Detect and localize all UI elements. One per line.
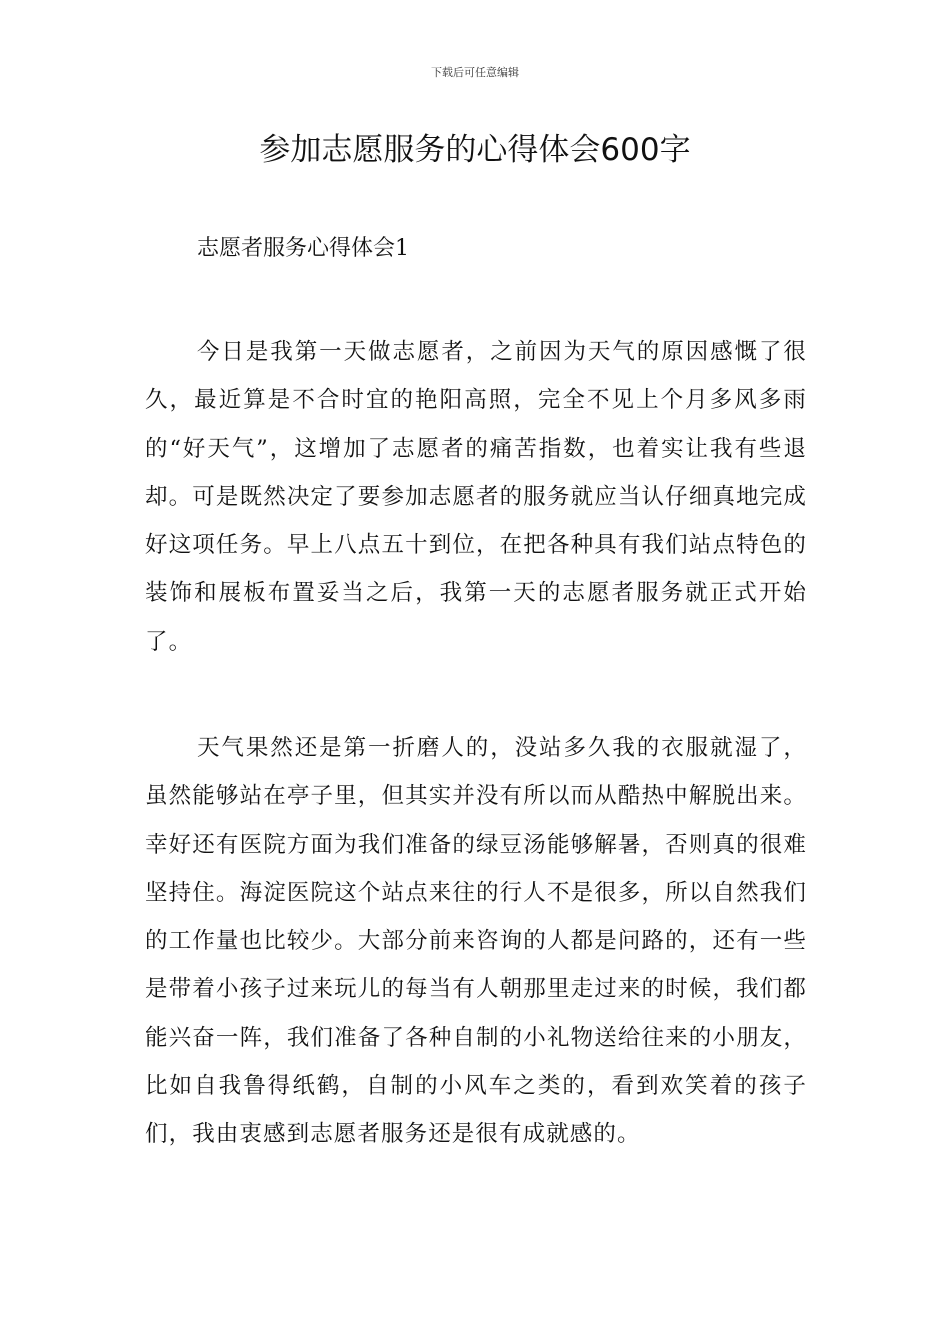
document-title: 参加志愿服务的心得体会600字: [259, 132, 691, 168]
header-note: 下载后可任意编辑: [431, 66, 519, 79]
body-paragraph-1: 今日是我第一天做志愿者，之前因为天气的原因感慨了很久，最近算是不合时宜的艳阳高照，完全不见上个月多风多雨的“好天气”，这增加了志愿者的痛苦指数，也着实让我有些退却。可是既然决定了要参加志愿者的服务就应当认仔细真地完成好这项任务。早上八点五十到位，在把各种具有我们站点特色的装饰和展板布置妥当之后，我第一天的志愿者服务就正式开始了。: [145, 339, 807, 655]
section-heading: 志愿者服务心得体会1: [197, 236, 409, 261]
body-paragraph-2: 天气果然还是第一折磨人的，没站多久我的衣服就湿了，虽然能够站在亭子里，但其实并没有所以而从酷热中解脱出来。幸好还有医院方面为我们准备的绿豆汤能够解暑，否则真的很难坚持住。海淀医院这个站点来往的行人不是很多，所以自然我们的工作量也比较少。大部分前来咨询的人都是问路的，还有一些是带着小孩子过来玩儿的每当有人朝那里走过来的时候，我们都能兴奋一阵，我们准备了各种自制的小礼物送给往来的小朋友，比如自我鲁得纸鹤，自制的小风车之类的，看到欢笑着的孩子们，我由衷感到志愿者服务还是很有成就感的。: [145, 735, 807, 1148]
